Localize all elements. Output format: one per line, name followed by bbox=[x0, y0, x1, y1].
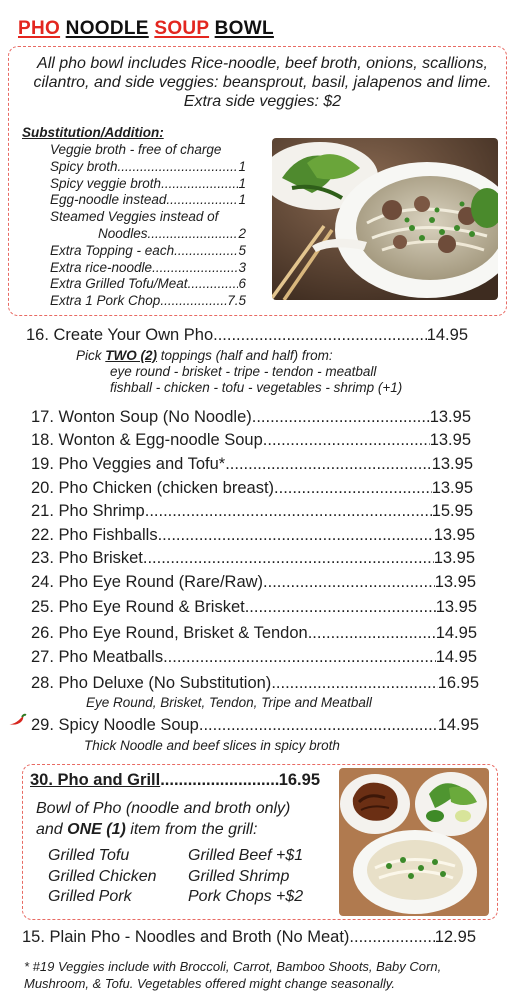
menu-item: 28. Pho Deluxe (No Substitution) ..... 16.95 bbox=[31, 674, 479, 693]
menu-item: 19. Pho Veggies and Tofu* ..... 13.95 bbox=[31, 455, 473, 474]
substitution-item: Egg-noodle instead ..... 1 bbox=[50, 192, 246, 209]
item16-toppings-line1: eye round - brisket - tripe - tendon - meatball bbox=[110, 364, 377, 379]
substitution-item: Extra Grilled Tofu/Meat ..... 6 bbox=[50, 276, 246, 293]
substitution-item: Noodles ..... 2 bbox=[50, 226, 246, 243]
substitution-item: Extra rice-noodle ..... 3 bbox=[50, 260, 246, 277]
item29-description: Thick Noodle and beef slices in spicy broth bbox=[84, 738, 340, 753]
menu-item: 21. Pho Shrimp ..... 15.95 bbox=[31, 502, 473, 521]
menu-item: 25. Pho Eye Round & Brisket ..... 13.95 bbox=[31, 598, 477, 617]
menu-section-title bbox=[18, 18, 274, 40]
intro-text: All pho bowl includes Rice-noodle, beef broth, onions, scallions, cilantro, and side veggies: beansprout, basil, jalapenos and lime. Extra side veggies: $2 bbox=[33, 55, 492, 110]
grill-option-row: Grilled Tofu Grilled Beef +$1 bbox=[48, 847, 304, 864]
item28-description: Eye Round, Brisket, Tendon, Tripe and Meatball bbox=[86, 695, 372, 710]
item30-description: Bowl of Pho (noodle and broth only) and ONE (1) item from the grill: bbox=[36, 800, 291, 838]
item16-toppings-line2: fishball - chicken - tofu - vegetables - shrimp (+1) bbox=[110, 380, 403, 395]
substitution-item: Steamed Veggies instead of bbox=[50, 209, 219, 225]
menu-item: 23. Pho Brisket ..... 13.95 bbox=[31, 549, 475, 568]
item16-pick-note: Pick TWO (2) toppings (half and half) from: bbox=[76, 348, 333, 363]
menu-item: 15. Plain Pho - Noodles and Broth (No Meat) ..... 12.95 bbox=[22, 928, 476, 947]
grill-option-row: Grilled Pork Pork Chops +$2 bbox=[48, 888, 304, 905]
pho-and-grill-photo bbox=[339, 768, 489, 916]
title-word-soup: SOUP bbox=[154, 18, 210, 39]
menu-item: 16. Create Your Own Pho ..... 14.95 bbox=[26, 326, 468, 345]
substitution-item: Extra Topping - each ..... 5 bbox=[50, 243, 246, 260]
menu-item: 24. Pho Eye Round (Rare/Raw) ..... 13.95 bbox=[31, 573, 476, 592]
substitution-item: Veggie broth - free of charge bbox=[50, 142, 222, 157]
pho-bowl-photo bbox=[272, 138, 498, 300]
menu-item: 20. Pho Chicken (chicken breast) ..... 13.95 bbox=[31, 479, 473, 498]
title-word-noodle: NOODLE bbox=[65, 18, 149, 39]
menu-item: 27. Pho Meatballs ..... 14.95 bbox=[31, 648, 477, 667]
menu-item: 18. Wonton & Egg-noodle Soup ..... 13.95 bbox=[31, 431, 471, 450]
substitution-heading: Substitution/Addition: bbox=[22, 125, 164, 140]
grill-option-row: Grilled Chicken Grilled Shrimp bbox=[48, 867, 290, 885]
substitution-item: Extra 1 Pork Chop ..... 7.5 bbox=[50, 293, 246, 310]
menu-item: 29. Spicy Noodle Soup ..... 14.95 bbox=[31, 716, 479, 735]
grill-options-list bbox=[48, 846, 303, 908]
title-word-bowl: BOWL bbox=[214, 18, 274, 39]
footnote: * #19 Veggies include with Broccoli, Carrot, Bamboo Shoots, Baby Corn, Mushroom, & Tofu. Vegetables offered might change seasonally. bbox=[24, 959, 442, 991]
substitution-list bbox=[50, 142, 246, 310]
menu-item: 26. Pho Eye Round, Brisket & Tendon ..... 14.95 bbox=[31, 624, 477, 643]
menu-item: 22. Pho Fishballs ..... 13.95 bbox=[31, 526, 475, 545]
item30-title: 30. Pho and Grill ..... 16.95 bbox=[30, 771, 320, 790]
substitution-item: Spicy veggie broth ..... 1 bbox=[50, 176, 246, 193]
chili-pepper-icon bbox=[7, 713, 27, 732]
substitution-item: Spicy broth ..... 1 bbox=[50, 159, 246, 176]
title-word-pho: PHO bbox=[18, 18, 61, 39]
menu-item: 17. Wonton Soup (No Noodle) ..... 13.95 bbox=[31, 408, 471, 427]
